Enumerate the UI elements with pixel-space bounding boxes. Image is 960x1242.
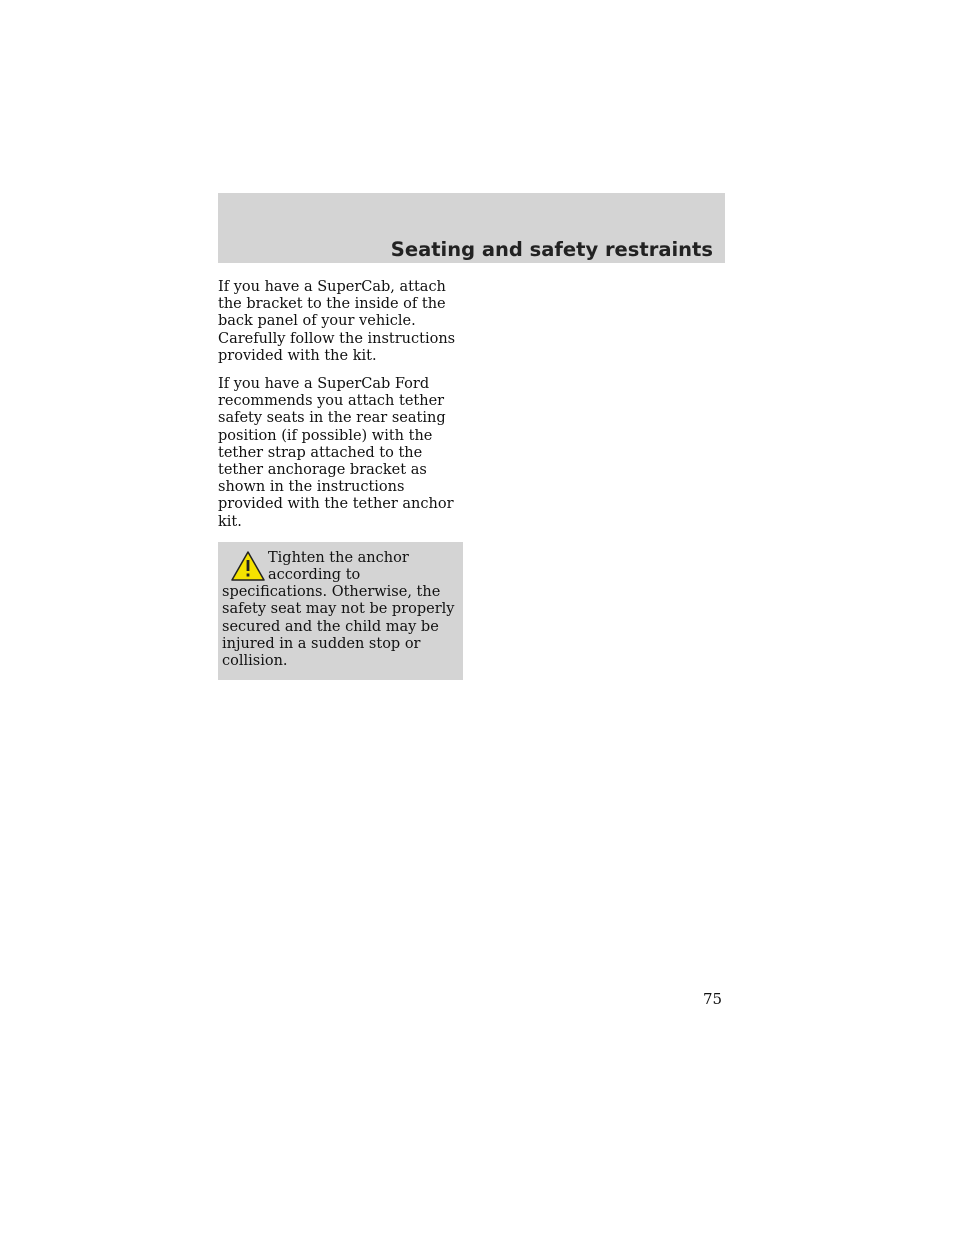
warning-triangle-icon xyxy=(230,550,266,582)
main-content xyxy=(218,279,466,680)
warning-box xyxy=(218,542,463,680)
page-number: 75 xyxy=(703,990,723,1008)
section-header-band xyxy=(218,193,725,263)
section-title: Seating and safety restraints xyxy=(390,238,713,261)
warning-text: Tighten the anchor according to specifications. Otherwise, the safety seat may not be properly secured and the child may be injured in a sudden stop or collision. xyxy=(222,549,455,670)
paragraph-supercab-bracket: If you have a SuperCab, attach the bracket to the inside of the back panel of your vehicle. Carefully follow the instructions provided with the kit. xyxy=(218,279,456,364)
paragraph-tether-recommendation: If you have a SuperCab Ford recommends you attach tether safety seats in the rear seating position (if possible) with the tether strap attached to the tether anchorage bracket as shown in the instructions provided with the tether anchor kit. xyxy=(218,376,454,530)
